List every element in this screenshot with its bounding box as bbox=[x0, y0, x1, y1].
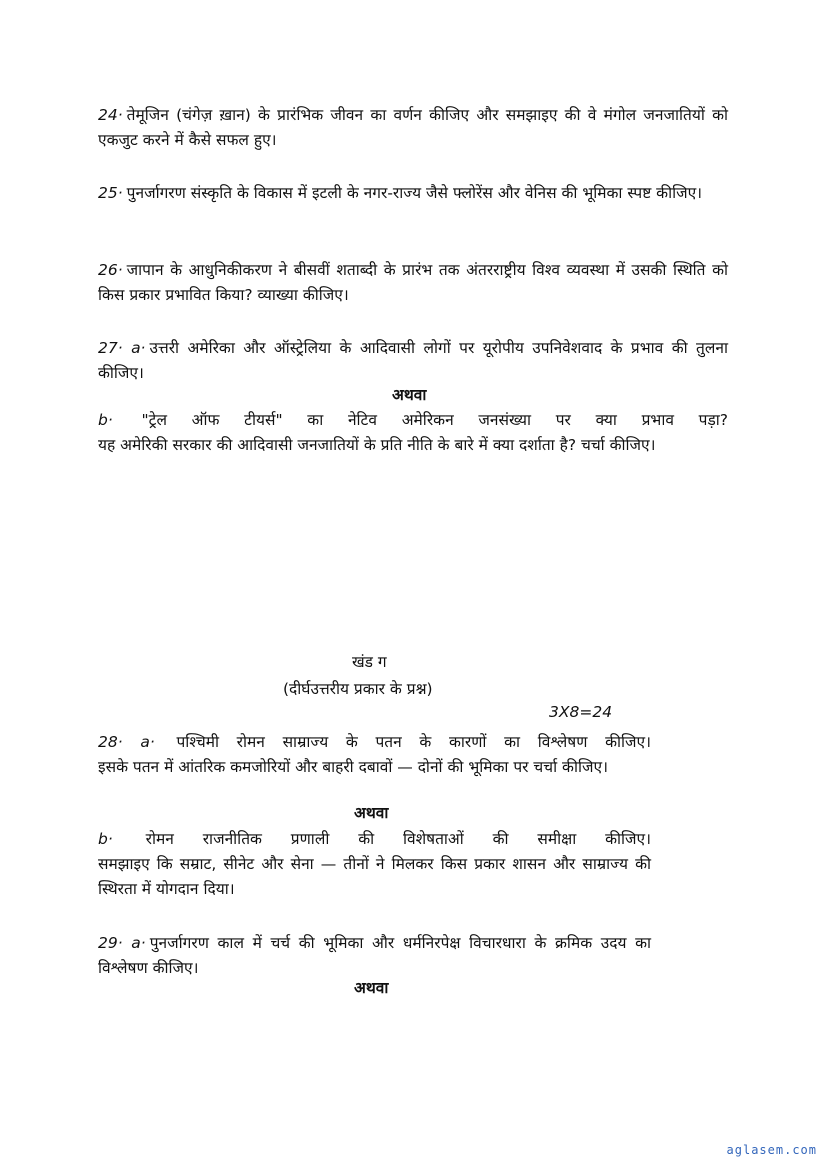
or-label: अथवा bbox=[392, 386, 427, 404]
question-text: जापान के आधुनिकीकरण ने बीसवीं शताब्दी के प्रारंभ तक अंतरराष्ट्रीय विश्व व्यवस्था में उसकी स्थिति को किस प्रकार प्रभावित किया? व्याख्या कीजिए। bbox=[98, 261, 728, 304]
question-text: समझाइए कि सम्राट, सीनेट और सेना — तीनों ने मिलकर किस प्रकार शासन और साम्राज्य की स्थिरता में योगदान दिया। bbox=[98, 855, 651, 898]
question-number: 27· a· bbox=[98, 339, 146, 357]
question-text-line1: b· "ट्रेल ऑफ टीयर्स" का नेटिव अमेरिकन जनसंख्या पर क्या प्रभाव पड़ा? bbox=[98, 411, 728, 429]
question-number: b· bbox=[98, 411, 113, 429]
question-text: पुनर्जागरण संस्कृति के विकास में इटली के नगर-राज्य जैसे फ्लोरेंस और वेनिस की भूमिका स्पष्ट कीजिए। bbox=[126, 184, 703, 202]
or-label: अथवा bbox=[354, 979, 389, 997]
question-number: 28· a· bbox=[98, 733, 155, 751]
question-text: तेमूजिन (चंगेज़ ख़ान) के प्रारंभिक जीवन का वर्णन कीजिए और समझाइए की वे मंगोल जनजातियों को एकजुट करने में कैसे सफल हुए। bbox=[98, 106, 728, 149]
section-subtitle: (दीर्घउत्तरीय प्रकार के प्रश्न) bbox=[283, 680, 433, 698]
question-24 bbox=[98, 103, 728, 153]
question-28a bbox=[98, 730, 651, 780]
question-25 bbox=[98, 181, 728, 206]
section-title: खंड ग bbox=[352, 653, 387, 671]
question-number: 26· bbox=[98, 261, 123, 279]
question-27a bbox=[98, 336, 728, 386]
question-28b bbox=[98, 827, 651, 902]
question-text: पुनर्जागरण काल में चर्च की भूमिका और धर्मनिरपेक्ष विचारधारा के क्रमिक उदय का विश्लेषण कीजिए। bbox=[98, 934, 651, 977]
question-text: उत्तरी अमेरिका और ऑस्ट्रेलिया के आदिवासी लोगों पर यूरोपीय उपनिवेशवाद के प्रभाव की तुलना कीजिए। bbox=[98, 339, 728, 382]
question-29a bbox=[98, 931, 651, 981]
question-number: b· bbox=[98, 830, 113, 848]
question-text: यह अमेरिकी सरकार की आदिवासी जनजातियों के प्रति नीति के बारे में क्या दर्शाता है? चर्चा कीजिए। bbox=[98, 436, 656, 454]
question-number: 29· a· bbox=[98, 934, 146, 952]
question-number: 24· bbox=[98, 106, 123, 124]
question-26 bbox=[98, 258, 728, 308]
question-27b bbox=[98, 408, 728, 458]
question-number: 25· bbox=[98, 184, 123, 202]
question-text: इसके पतन में आंतरिक कमजोरियों और बाहरी दबावों — दोनों की भूमिका पर चर्चा कीजिए। bbox=[98, 758, 608, 776]
marks-scheme: 3X8=24 bbox=[549, 703, 613, 721]
or-label: अथवा bbox=[354, 804, 389, 822]
question-text-line1: 28· a· पश्चिमी रोमन साम्राज्य के पतन के कारणों का विश्लेषण कीजिए। bbox=[98, 733, 651, 751]
question-text-line1: b· रोमन राजनीतिक प्रणाली की विशेषताओं की समीक्षा कीजिए। bbox=[98, 830, 652, 848]
footer-watermark: aglasem.com bbox=[726, 1143, 817, 1157]
